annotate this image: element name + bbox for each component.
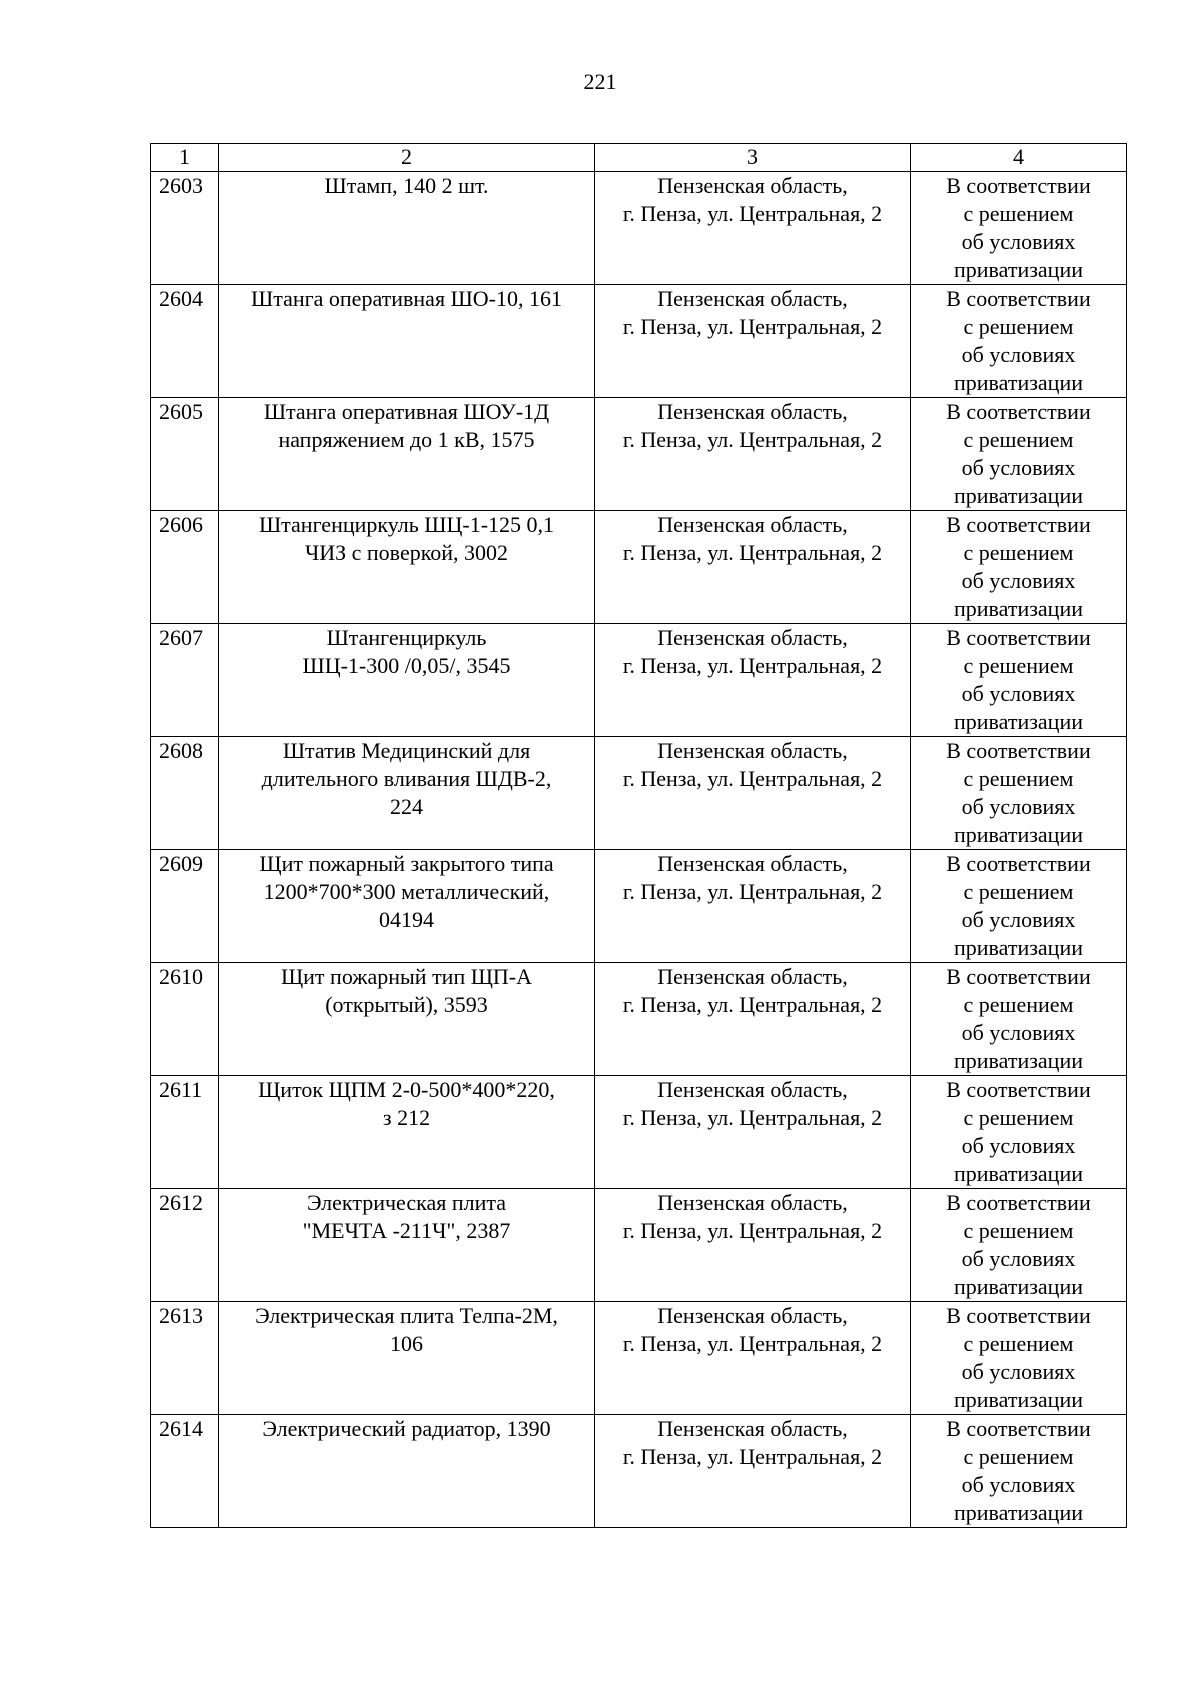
item-terms-line: приватизации xyxy=(953,1048,1083,1073)
item-address-line: г. Пенза, ул. Центральная, 2 xyxy=(622,314,883,339)
item-terms-line: В соответствии xyxy=(946,625,1091,650)
item-address-line: г. Пенза, ул. Центральная, 2 xyxy=(622,653,883,678)
item-terms-line: с решением xyxy=(963,1218,1074,1243)
item-terms-line: В соответствии xyxy=(946,964,1091,989)
item-number-cell: 2606 xyxy=(151,511,219,624)
item-name-line: Штангенциркуль ШЦ-1-125 0,1 xyxy=(258,512,555,537)
item-terms-line: В соответствии xyxy=(946,738,1091,763)
item-number-cell: 2609 xyxy=(151,850,219,963)
item-number-cell: 2603 xyxy=(151,172,219,285)
item-address-line: г. Пенза, ул. Центральная, 2 xyxy=(622,992,883,1017)
item-name-cell xyxy=(219,1415,595,1528)
item-terms-line: об условиях xyxy=(961,1359,1076,1384)
item-address-cell xyxy=(595,285,911,398)
item-number-cell: 2614 xyxy=(151,1415,219,1528)
item-terms-line: приватизации xyxy=(953,1387,1083,1412)
item-address-line: г. Пенза, ул. Центральная, 2 xyxy=(622,201,883,226)
table-row xyxy=(151,1302,1127,1415)
table-body xyxy=(151,172,1127,1528)
item-address-cell xyxy=(595,1415,911,1528)
item-number-cell: 2607 xyxy=(151,624,219,737)
item-name-line: з 212 xyxy=(382,1105,431,1130)
item-address-line: Пензенская область, xyxy=(657,173,848,198)
item-name-cell xyxy=(219,1076,595,1189)
item-name-cell xyxy=(219,1189,595,1302)
item-terms-cell xyxy=(911,624,1127,737)
item-address-line: г. Пенза, ул. Центральная, 2 xyxy=(622,1331,883,1356)
item-terms-line: приватизации xyxy=(953,709,1083,734)
item-name-line: напряжением до 1 кВ, 1575 xyxy=(278,427,535,452)
item-name-line: Штатив Медицинский для xyxy=(282,738,531,763)
item-terms-line: об условиях xyxy=(961,229,1076,254)
table-row xyxy=(151,1189,1127,1302)
item-address-line: Пензенская область, xyxy=(657,625,848,650)
item-address-line: г. Пенза, ул. Центральная, 2 xyxy=(622,540,883,565)
item-address-cell xyxy=(595,398,911,511)
item-terms-line: В соответствии xyxy=(946,851,1091,876)
column-header-terms: 4 xyxy=(911,144,1127,172)
item-name-line: Щит пожарный тип ЩП-А xyxy=(280,964,533,989)
item-terms-line: с решением xyxy=(963,1331,1074,1356)
item-name-line: ШЦ-1-300 /0,05/, 3545 xyxy=(302,653,511,678)
item-number-cell: 2604 xyxy=(151,285,219,398)
item-name-line: Штанга оперативная ШО-10, 161 xyxy=(251,286,562,311)
item-terms-line: с решением xyxy=(963,201,1074,226)
item-terms-line: об условиях xyxy=(961,1472,1076,1497)
item-terms-line: с решением xyxy=(963,879,1074,904)
item-number-cell: 2605 xyxy=(151,398,219,511)
item-name-line: Штангенциркуль xyxy=(326,625,487,650)
table-row xyxy=(151,1076,1127,1189)
item-address-line: Пензенская область, xyxy=(657,964,848,989)
table-row xyxy=(151,511,1127,624)
table-row xyxy=(151,1415,1127,1528)
item-terms-line: приватизации xyxy=(953,596,1083,621)
item-address-line: Пензенская область, xyxy=(657,851,848,876)
item-terms-line: об условиях xyxy=(961,455,1076,480)
item-terms-cell xyxy=(911,511,1127,624)
item-terms-line: об условиях xyxy=(961,1133,1076,1158)
item-address-line: Пензенская область, xyxy=(657,1416,848,1441)
table-row xyxy=(151,285,1127,398)
item-terms-line: с решением xyxy=(963,540,1074,565)
table-row xyxy=(151,624,1127,737)
item-terms-line: с решением xyxy=(963,1444,1074,1469)
item-name-cell xyxy=(219,398,595,511)
item-number-cell: 2612 xyxy=(151,1189,219,1302)
item-terms-line: с решением xyxy=(963,314,1074,339)
item-address-line: г. Пенза, ул. Центральная, 2 xyxy=(622,1444,883,1469)
column-header-address: 3 xyxy=(595,144,911,172)
item-terms-line: приватизации xyxy=(953,257,1083,282)
item-terms-cell xyxy=(911,1076,1127,1189)
item-terms-line: об условиях xyxy=(961,794,1076,819)
item-terms-line: В соответствии xyxy=(946,1303,1091,1328)
item-address-cell xyxy=(595,1302,911,1415)
item-name-cell xyxy=(219,172,595,285)
item-name-cell xyxy=(219,850,595,963)
item-address-line: г. Пенза, ул. Центральная, 2 xyxy=(622,766,883,791)
table-header-row xyxy=(151,144,1127,172)
item-address-cell xyxy=(595,1189,911,1302)
item-terms-line: В соответствии xyxy=(946,1077,1091,1102)
item-terms-line: с решением xyxy=(963,427,1074,452)
item-address-cell xyxy=(595,850,911,963)
item-terms-line: В соответствии xyxy=(946,286,1091,311)
item-name-line: Электрическая плита Телпа-2М, xyxy=(255,1303,558,1328)
item-terms-cell xyxy=(911,737,1127,850)
item-number-cell: 2613 xyxy=(151,1302,219,1415)
item-name-line: длительного вливания ШДВ-2, xyxy=(261,766,552,791)
item-terms-line: приватизации xyxy=(953,1161,1083,1186)
item-terms-line: приватизации xyxy=(953,483,1083,508)
item-name-cell xyxy=(219,963,595,1076)
item-terms-cell xyxy=(911,963,1127,1076)
item-terms-line: с решением xyxy=(963,653,1074,678)
item-terms-cell xyxy=(911,285,1127,398)
column-header-name: 2 xyxy=(219,144,595,172)
item-terms-cell xyxy=(911,1302,1127,1415)
item-terms-line: приватизации xyxy=(953,1274,1083,1299)
item-address-cell xyxy=(595,172,911,285)
item-terms-cell xyxy=(911,172,1127,285)
item-terms-line: с решением xyxy=(963,1105,1074,1130)
item-terms-line: об условиях xyxy=(961,907,1076,932)
column-header-number: 1 xyxy=(151,144,219,172)
item-address-line: г. Пенза, ул. Центральная, 2 xyxy=(622,879,883,904)
item-terms-line: об условиях xyxy=(961,681,1076,706)
table-row xyxy=(151,398,1127,511)
item-terms-line: В соответствии xyxy=(946,512,1091,537)
item-terms-line: В соответствии xyxy=(946,1190,1091,1215)
item-address-line: Пензенская область, xyxy=(657,738,848,763)
item-address-line: Пензенская область, xyxy=(657,1077,848,1102)
item-terms-cell xyxy=(911,850,1127,963)
item-address-line: Пензенская область, xyxy=(657,1190,848,1215)
item-address-line: г. Пенза, ул. Центральная, 2 xyxy=(622,1105,883,1130)
item-name-line: ЧИЗ с поверкой, 3002 xyxy=(304,540,509,565)
item-name-cell xyxy=(219,511,595,624)
item-address-cell xyxy=(595,624,911,737)
item-address-line: г. Пенза, ул. Центральная, 2 xyxy=(622,427,883,452)
item-address-cell xyxy=(595,963,911,1076)
item-terms-line: об условиях xyxy=(961,1020,1076,1045)
item-name-line: "МЕЧТА -211Ч", 2387 xyxy=(302,1218,511,1243)
item-address-line: г. Пенза, ул. Центральная, 2 xyxy=(622,1218,883,1243)
item-name-cell xyxy=(219,1302,595,1415)
table-row xyxy=(151,172,1127,285)
item-number-cell: 2610 xyxy=(151,963,219,1076)
item-name-line: 106 xyxy=(390,1331,423,1356)
item-terms-line: об условиях xyxy=(961,568,1076,593)
item-terms-line: об условиях xyxy=(961,1246,1076,1271)
item-terms-line: с решением xyxy=(963,992,1074,1017)
item-name-line: 1200*700*300 металлический, xyxy=(263,879,550,904)
item-address-cell xyxy=(595,511,911,624)
item-name-line: Электрический радиатор, 1390 xyxy=(262,1416,551,1441)
item-terms-line: В соответствии xyxy=(946,1416,1091,1441)
item-address-line: Пензенская область, xyxy=(657,399,848,424)
page-number: 221 xyxy=(583,69,617,94)
item-terms-line: приватизации xyxy=(953,822,1083,847)
item-name-cell xyxy=(219,285,595,398)
item-terms-line: В соответствии xyxy=(946,399,1091,424)
property-table xyxy=(150,143,1127,1528)
item-name-line: 04194 xyxy=(379,907,434,932)
table-row xyxy=(151,737,1127,850)
item-terms-cell xyxy=(911,1415,1127,1528)
item-name-line: Штанга оперативная ШОУ-1Д xyxy=(263,399,550,424)
item-address-cell xyxy=(595,1076,911,1189)
item-name-line: Щит пожарный закрытого типа xyxy=(259,851,554,876)
item-name-line: 224 xyxy=(390,794,423,819)
item-name-line: Электрическая плита xyxy=(306,1190,507,1215)
item-name-line: Штамп, 140 2 шт. xyxy=(324,173,489,198)
table-row xyxy=(151,963,1127,1076)
item-address-line: Пензенская область, xyxy=(657,286,848,311)
item-name-line: (открытый), 3593 xyxy=(325,992,488,1017)
table-row xyxy=(151,850,1127,963)
item-terms-line: приватизации xyxy=(953,370,1083,395)
item-terms-cell xyxy=(911,1189,1127,1302)
item-address-cell xyxy=(595,737,911,850)
item-address-line: Пензенская область, xyxy=(657,1303,848,1328)
item-number-cell: 2611 xyxy=(151,1076,219,1189)
item-terms-line: приватизации xyxy=(953,1500,1083,1525)
item-terms-line: приватизации xyxy=(953,935,1083,960)
item-terms-line: В соответствии xyxy=(946,173,1091,198)
item-terms-line: с решением xyxy=(963,766,1074,791)
item-name-cell xyxy=(219,737,595,850)
item-name-line: Щиток ЩПМ 2-0-500*400*220, xyxy=(258,1077,555,1102)
item-terms-cell xyxy=(911,398,1127,511)
item-name-cell xyxy=(219,624,595,737)
item-address-line: Пензенская область, xyxy=(657,512,848,537)
item-terms-line: об условиях xyxy=(961,342,1076,367)
item-number-cell: 2608 xyxy=(151,737,219,850)
